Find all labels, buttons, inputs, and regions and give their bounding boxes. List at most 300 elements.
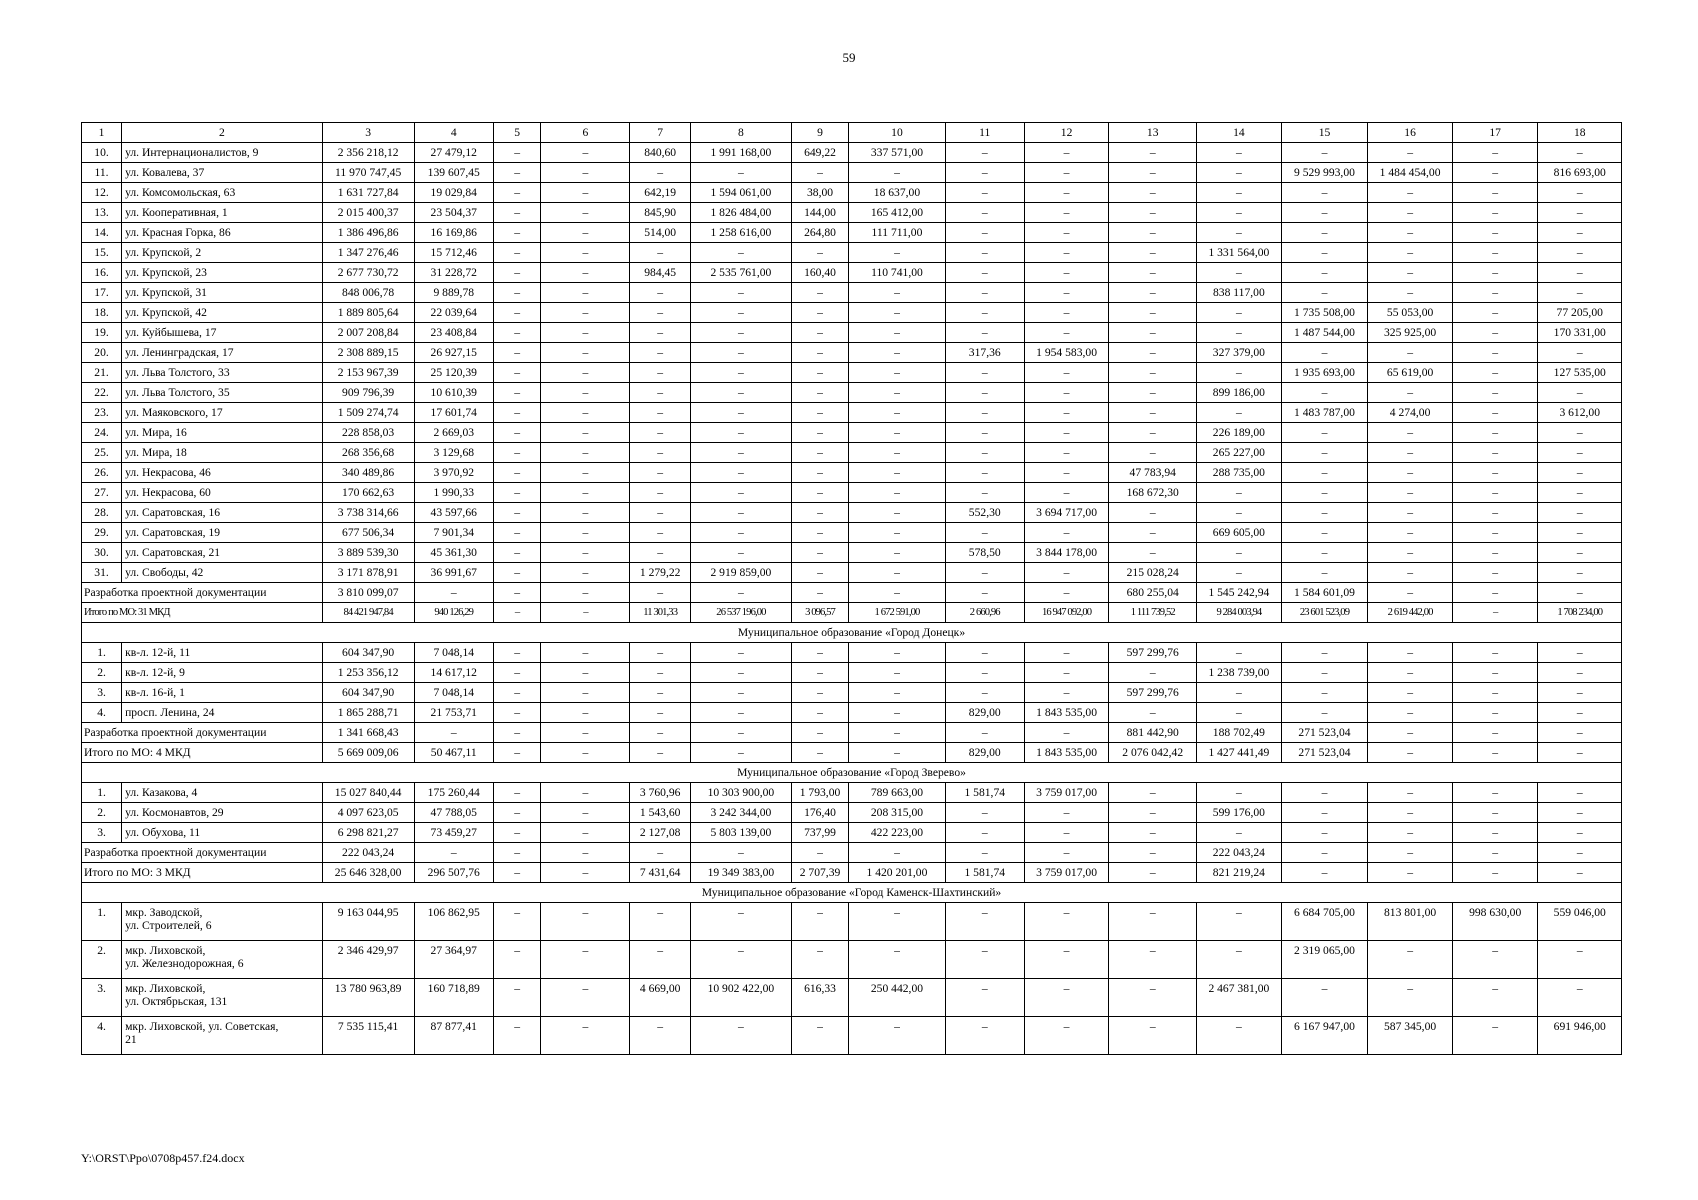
table-cell: 2 346 429,97 <box>322 941 414 979</box>
table-cell: – <box>1368 503 1453 523</box>
table-cell: 23 504,37 <box>414 203 493 223</box>
table-cell: 829,00 <box>945 743 1024 763</box>
table-cell: – <box>414 583 493 603</box>
table-cell: 514,00 <box>630 223 691 243</box>
address-cell: ул. Некрасова, 46 <box>122 463 322 483</box>
table-cell: – <box>791 483 848 503</box>
table-cell: – <box>630 243 691 263</box>
table-cell: – <box>493 743 541 763</box>
row-number: 23. <box>82 403 122 423</box>
table-cell: – <box>849 403 945 423</box>
row-number: 21. <box>82 363 122 383</box>
table-cell: – <box>1452 703 1538 723</box>
page-number: 59 <box>842 50 856 65</box>
table-cell: – <box>1024 583 1109 603</box>
table-cell: – <box>849 1017 945 1055</box>
table-cell: – <box>541 803 630 823</box>
table-cell: – <box>1197 1017 1282 1055</box>
address-cell: ул. Саратовская, 16 <box>122 503 322 523</box>
table-cell: – <box>1538 783 1622 803</box>
table-cell: – <box>1368 263 1453 283</box>
table-cell: 1 484 454,00 <box>1368 163 1453 183</box>
table-cell: 616,33 <box>791 979 848 1017</box>
table-cell: 27 364,97 <box>414 941 493 979</box>
table-cell: – <box>1281 683 1368 703</box>
table-cell: – <box>1452 283 1538 303</box>
table-cell: – <box>1452 403 1538 423</box>
table-row <box>82 323 1622 343</box>
table-row <box>82 543 1622 563</box>
table-cell: – <box>849 503 945 523</box>
table-cell: – <box>630 483 691 503</box>
table-cell: – <box>1452 443 1538 463</box>
table-cell: – <box>945 583 1024 603</box>
table-cell: – <box>1538 863 1622 883</box>
address-cell: ул. Интернационалистов, 9 <box>122 143 322 163</box>
table-cell: – <box>630 1017 691 1055</box>
row-number: 22. <box>82 383 122 403</box>
table-cell: 3 694 717,00 <box>1024 503 1109 523</box>
table-cell: – <box>849 663 945 683</box>
table-cell: – <box>493 263 541 283</box>
table-row <box>82 563 1622 583</box>
table-cell: 998 630,00 <box>1452 903 1538 941</box>
table-cell: 22 039,64 <box>414 303 493 323</box>
table-cell: – <box>1024 263 1109 283</box>
table-row <box>82 663 1622 683</box>
table-cell: – <box>493 283 541 303</box>
table-cell: – <box>691 463 792 483</box>
table-cell: 3 738 314,66 <box>322 503 414 523</box>
table-cell: 422 223,00 <box>849 823 945 843</box>
table-cell: – <box>791 743 848 763</box>
table-cell: – <box>541 503 630 523</box>
row-number: 24. <box>82 423 122 443</box>
table-cell: – <box>1368 723 1453 743</box>
table-cell: – <box>541 483 630 503</box>
table-cell: – <box>1538 203 1622 223</box>
table-cell: – <box>945 163 1024 183</box>
table-cell: – <box>945 663 1024 683</box>
table-cell: – <box>493 523 541 543</box>
header-cell: 7 <box>630 123 691 143</box>
table-cell: – <box>1452 583 1538 603</box>
table-cell: – <box>541 723 630 743</box>
table-cell: 881 442,90 <box>1109 723 1197 743</box>
table-cell: – <box>691 743 792 763</box>
table-cell: 1 991 168,00 <box>691 143 792 163</box>
table-cell: – <box>945 463 1024 483</box>
table-cell: 1 708 234,00 <box>1538 603 1622 623</box>
table-cell: – <box>541 603 630 623</box>
table-cell: – <box>414 843 493 863</box>
table-cell: 5 803 139,00 <box>691 823 792 843</box>
header-cell: 17 <box>1452 123 1538 143</box>
table-cell: – <box>541 863 630 883</box>
table-cell: 6 167 947,00 <box>1281 1017 1368 1055</box>
table-cell: 1 258 616,00 <box>691 223 792 243</box>
table-cell: 2 076 042,42 <box>1109 743 1197 763</box>
table-cell: – <box>1452 483 1538 503</box>
table-cell: – <box>1368 941 1453 979</box>
table-cell: 6 298 821,27 <box>322 823 414 843</box>
table-cell: – <box>945 523 1024 543</box>
header-cell: 14 <box>1197 123 1282 143</box>
table-cell: – <box>691 443 792 463</box>
table-cell: – <box>1538 443 1622 463</box>
table-cell: – <box>541 979 630 1017</box>
table-cell: – <box>849 303 945 323</box>
table-cell: 899 186,00 <box>1197 383 1282 403</box>
table-cell: – <box>1024 979 1109 1017</box>
table-cell: – <box>1368 423 1453 443</box>
table-cell: 144,00 <box>791 203 848 223</box>
table-cell: 11 970 747,45 <box>322 163 414 183</box>
table-cell: – <box>1452 683 1538 703</box>
table-cell: 2 015 400,37 <box>322 203 414 223</box>
table-cell: – <box>1024 243 1109 263</box>
table-cell: – <box>691 423 792 443</box>
table-cell: 587 345,00 <box>1368 1017 1453 1055</box>
table-cell: – <box>1024 683 1109 703</box>
table-cell: – <box>541 743 630 763</box>
table-cell: 2 669,03 <box>414 423 493 443</box>
table-cell: – <box>541 941 630 979</box>
row-number: 3. <box>82 823 122 843</box>
table-cell: – <box>541 683 630 703</box>
table-cell: – <box>1538 643 1622 663</box>
table-cell: – <box>849 163 945 183</box>
table-cell: – <box>1197 543 1282 563</box>
table-cell: – <box>1452 163 1538 183</box>
table-cell: – <box>630 523 691 543</box>
table-cell: – <box>630 703 691 723</box>
table-cell: – <box>1538 803 1622 823</box>
table-cell: 6 684 705,00 <box>1281 903 1368 941</box>
table-row <box>82 443 1622 463</box>
table-cell: 677 506,34 <box>322 523 414 543</box>
address-cell: ул. Комсомольская, 63 <box>122 183 322 203</box>
summary-label: Разработка проектной документации <box>82 843 323 863</box>
table-cell: – <box>1281 823 1368 843</box>
table-cell: 2 919 859,00 <box>691 563 792 583</box>
address-cell: ул. Крупской, 42 <box>122 303 322 323</box>
table-cell: – <box>1452 323 1538 343</box>
table-cell: – <box>1281 423 1368 443</box>
table-cell: – <box>1024 523 1109 543</box>
table-cell: – <box>541 403 630 423</box>
row-number: 3. <box>82 979 122 1017</box>
section-row <box>82 623 1622 643</box>
table-cell: – <box>791 303 848 323</box>
table-cell: – <box>630 303 691 323</box>
address-cell: ул. Казакова, 4 <box>122 783 322 803</box>
table-cell: – <box>691 323 792 343</box>
table-cell: – <box>849 423 945 443</box>
table-cell: 127 535,00 <box>1538 363 1622 383</box>
table-cell: 208 315,00 <box>849 803 945 823</box>
table-cell: 1 954 583,00 <box>1024 343 1109 363</box>
table-cell: – <box>630 443 691 463</box>
table-cell: – <box>1452 823 1538 843</box>
table-cell: – <box>1538 979 1622 1017</box>
address-cell: ул. Льва Толстого, 35 <box>122 383 322 403</box>
table-cell: – <box>1452 263 1538 283</box>
table-cell: 36 991,67 <box>414 563 493 583</box>
table-cell: – <box>493 903 541 941</box>
table-cell: – <box>849 683 945 703</box>
address-cell: ул. Космонавтов, 29 <box>122 803 322 823</box>
table-cell: 2 677 730,72 <box>322 263 414 283</box>
table-cell: – <box>630 383 691 403</box>
table-cell: 1 793,00 <box>791 783 848 803</box>
table-cell: 26 927,15 <box>414 343 493 363</box>
address-cell: кв-л. 16-й, 1 <box>122 683 322 703</box>
table-cell: – <box>493 783 541 803</box>
table-cell: 15 712,46 <box>414 243 493 263</box>
table-cell: 3 889 539,30 <box>322 543 414 563</box>
table-cell: 19 029,84 <box>414 183 493 203</box>
table-cell: – <box>691 403 792 423</box>
table-cell: 1 543,60 <box>630 803 691 823</box>
table-cell: 340 489,86 <box>322 463 414 483</box>
header-cell: 1 <box>82 123 122 143</box>
table-cell: – <box>493 823 541 843</box>
table-cell: – <box>945 423 1024 443</box>
table-row <box>82 503 1622 523</box>
address-cell: мкр. Лиховской, ул. Октябрьская, 131 <box>122 979 322 1017</box>
table-cell: 47 783,94 <box>1109 463 1197 483</box>
table-cell: – <box>791 523 848 543</box>
table-cell: – <box>945 803 1024 823</box>
table-cell: – <box>493 941 541 979</box>
table-cell: – <box>945 363 1024 383</box>
summary-row <box>82 583 1622 603</box>
table-cell: – <box>541 283 630 303</box>
table-cell: 3 760,96 <box>630 783 691 803</box>
table-cell: – <box>1197 783 1282 803</box>
table-cell: – <box>1024 403 1109 423</box>
table-cell: – <box>1368 703 1453 723</box>
row-number: 26. <box>82 463 122 483</box>
section-title: Муниципальное образование «Город Каменск-Шахтинский» <box>82 883 1622 903</box>
address-cell: кв-л. 12-й, 9 <box>122 663 322 683</box>
table-cell: – <box>1368 563 1453 583</box>
table-row <box>82 403 1622 423</box>
table-cell: – <box>1281 503 1368 523</box>
table-cell: 2 707,39 <box>791 863 848 883</box>
header-cell: 2 <box>122 123 322 143</box>
table-cell: – <box>493 463 541 483</box>
table-cell: – <box>1024 483 1109 503</box>
table-row <box>82 283 1622 303</box>
table-cell: 789 663,00 <box>849 783 945 803</box>
table-cell: 597 299,76 <box>1109 683 1197 703</box>
section-row <box>82 763 1622 783</box>
table-cell: 1 545 242,94 <box>1197 583 1282 603</box>
table-cell: – <box>1024 843 1109 863</box>
address-cell: ул. Крупской, 2 <box>122 243 322 263</box>
table-cell: – <box>1024 903 1109 941</box>
table-cell: – <box>1024 303 1109 323</box>
row-number: 20. <box>82 343 122 363</box>
table-cell: 327 379,00 <box>1197 343 1282 363</box>
table-cell: – <box>849 843 945 863</box>
table-cell: 7 535 115,41 <box>322 1017 414 1055</box>
table-cell: – <box>791 563 848 583</box>
table-cell: – <box>1368 483 1453 503</box>
table-cell: 2 127,08 <box>630 823 691 843</box>
table-cell: – <box>493 603 541 623</box>
table-cell: – <box>691 543 792 563</box>
table-cell: – <box>1109 143 1197 163</box>
table-cell: 3 129,68 <box>414 443 493 463</box>
table-cell: 19 349 383,00 <box>691 863 792 883</box>
table-cell: – <box>630 363 691 383</box>
table-cell: 1 843 535,00 <box>1024 743 1109 763</box>
table-cell: – <box>1197 223 1282 243</box>
table-cell: 296 507,76 <box>414 863 493 883</box>
table-cell: – <box>630 643 691 663</box>
table-cell: 73 459,27 <box>414 823 493 843</box>
table-cell: – <box>1281 783 1368 803</box>
section-title: Муниципальное образование «Город Зверево» <box>82 763 1622 783</box>
table-cell: 2 153 967,39 <box>322 363 414 383</box>
table-row <box>82 803 1622 823</box>
table-cell: – <box>945 443 1024 463</box>
table-cell: – <box>1538 523 1622 543</box>
table-cell: – <box>945 903 1024 941</box>
table-cell: 15 027 840,44 <box>322 783 414 803</box>
table-cell: – <box>1024 643 1109 663</box>
table-cell: – <box>1109 783 1197 803</box>
table-cell: – <box>1197 503 1282 523</box>
table-cell: – <box>493 423 541 443</box>
table-cell: – <box>1368 523 1453 543</box>
table-cell: – <box>849 323 945 343</box>
table-cell: – <box>849 563 945 583</box>
table-cell: 139 607,45 <box>414 163 493 183</box>
table-cell: – <box>1024 663 1109 683</box>
table-cell: – <box>849 343 945 363</box>
table-cell: – <box>1109 323 1197 343</box>
table-cell: – <box>1368 843 1453 863</box>
table-cell: – <box>791 403 848 423</box>
row-number: 16. <box>82 263 122 283</box>
table-cell: – <box>541 223 630 243</box>
table-cell: 816 693,00 <box>1538 163 1622 183</box>
table-cell: – <box>1024 323 1109 343</box>
table-row <box>82 703 1622 723</box>
table-cell: – <box>1368 243 1453 263</box>
table-cell: – <box>541 203 630 223</box>
table-cell: – <box>1538 583 1622 603</box>
table-cell: – <box>1281 143 1368 163</box>
table-cell: – <box>945 1017 1024 1055</box>
table-cell: 31 228,72 <box>414 263 493 283</box>
table-cell: – <box>1538 423 1622 443</box>
row-number: 3. <box>82 683 122 703</box>
summary-row <box>82 723 1622 743</box>
table-row <box>82 223 1622 243</box>
table-row <box>82 163 1622 183</box>
table-cell: – <box>1024 941 1109 979</box>
table-cell: – <box>1538 243 1622 263</box>
row-number: 2. <box>82 803 122 823</box>
table-cell: – <box>1109 703 1197 723</box>
table-cell: – <box>1452 503 1538 523</box>
table-cell: 737,99 <box>791 823 848 843</box>
table-cell: – <box>791 463 848 483</box>
table-cell: – <box>541 183 630 203</box>
address-cell: ул. Красная Горка, 86 <box>122 223 322 243</box>
table-cell: 1 483 787,00 <box>1281 403 1368 423</box>
table-cell: – <box>691 503 792 523</box>
table-cell: – <box>541 263 630 283</box>
table-cell: 16 169,86 <box>414 223 493 243</box>
table-cell: 2 535 761,00 <box>691 263 792 283</box>
table-cell: – <box>945 263 1024 283</box>
table-cell: 3 171 878,91 <box>322 563 414 583</box>
table-cell: – <box>493 843 541 863</box>
header-cell: 11 <box>945 123 1024 143</box>
table-cell: – <box>630 423 691 443</box>
table-cell: – <box>1197 643 1282 663</box>
table-cell: – <box>791 163 848 183</box>
table-cell: – <box>1452 463 1538 483</box>
table-cell: 13 780 963,89 <box>322 979 414 1017</box>
table-cell: – <box>849 443 945 463</box>
table-cell: – <box>541 1017 630 1055</box>
header-cell: 8 <box>691 123 792 143</box>
table-cell: – <box>1538 543 1622 563</box>
table-cell: – <box>1538 283 1622 303</box>
table-cell: – <box>541 443 630 463</box>
table-cell: – <box>1452 563 1538 583</box>
table-cell: – <box>1024 423 1109 443</box>
table-cell: – <box>541 823 630 843</box>
table-cell: – <box>945 203 1024 223</box>
table-cell: – <box>1368 803 1453 823</box>
table-cell: – <box>791 703 848 723</box>
table-cell: 188 702,49 <box>1197 723 1282 743</box>
table-cell: 9 529 993,00 <box>1281 163 1368 183</box>
summary-row <box>82 863 1622 883</box>
table-cell: – <box>541 383 630 403</box>
table-cell: – <box>691 903 792 941</box>
table-cell: 9 163 044,95 <box>322 903 414 941</box>
table-cell: – <box>849 483 945 503</box>
table-cell: 1 735 508,00 <box>1281 303 1368 323</box>
table-cell: – <box>791 363 848 383</box>
table-cell: – <box>1109 263 1197 283</box>
table-cell: 18 637,00 <box>849 183 945 203</box>
summary-label: Разработка проектной документации <box>82 583 323 603</box>
table-cell: – <box>493 443 541 463</box>
address-cell: ул. Маяковского, 17 <box>122 403 322 423</box>
table-cell: – <box>493 1017 541 1055</box>
table-cell: 1 253 356,12 <box>322 663 414 683</box>
table-cell: – <box>1024 443 1109 463</box>
table-cell: 3 612,00 <box>1538 403 1622 423</box>
table-cell: – <box>1109 223 1197 243</box>
row-number: 11. <box>82 163 122 183</box>
table-cell: – <box>1197 183 1282 203</box>
table-cell: – <box>1538 503 1622 523</box>
table-cell: – <box>1197 203 1282 223</box>
table-cell: 2 467 381,00 <box>1197 979 1282 1017</box>
table-cell: – <box>1281 243 1368 263</box>
